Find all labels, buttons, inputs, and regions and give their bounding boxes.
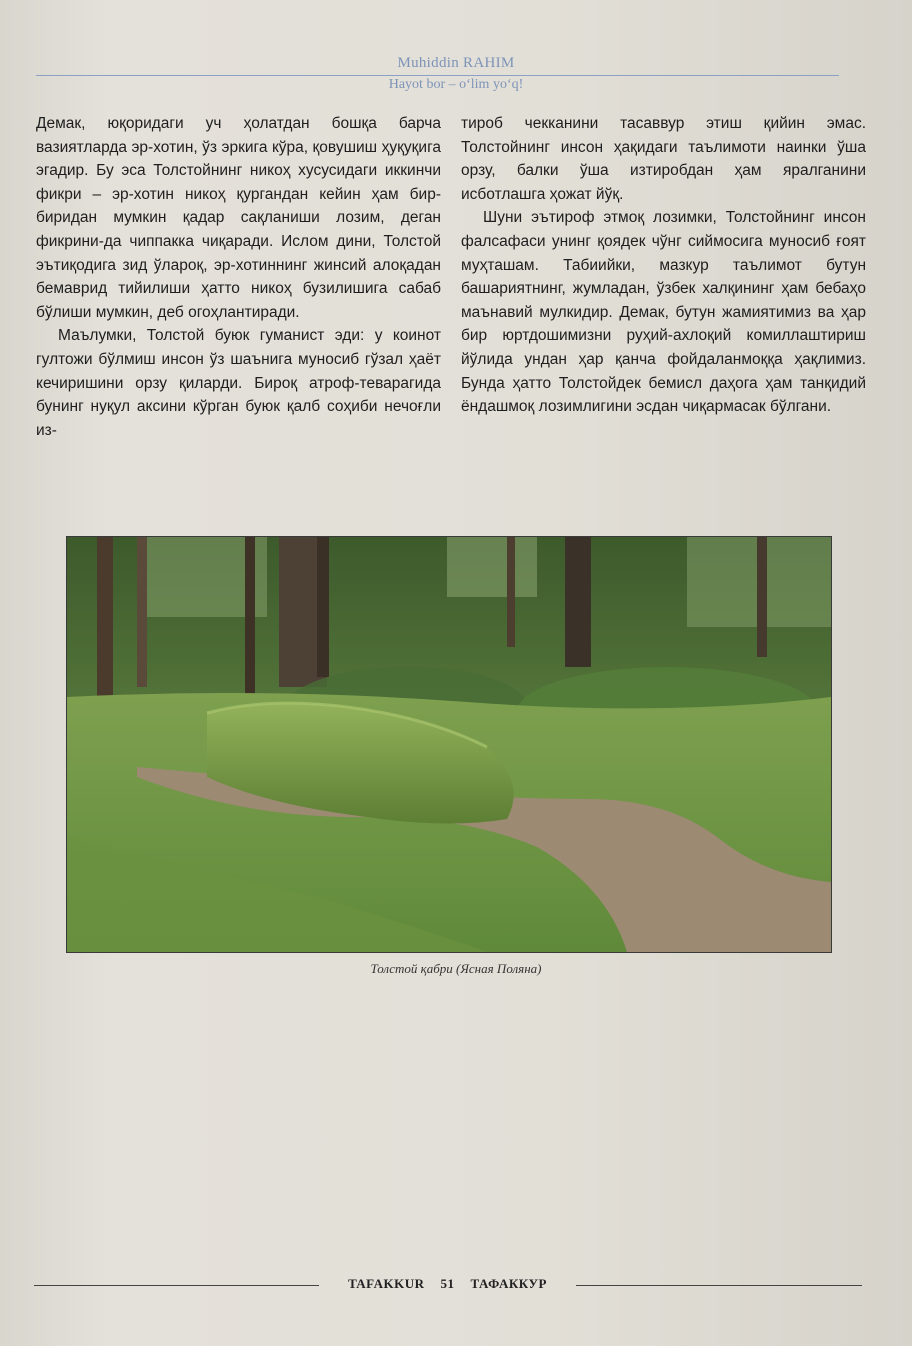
right-column — [461, 112, 866, 419]
left-column — [36, 112, 441, 442]
footer-journal-cyrillic: ТАФАККУР — [470, 1276, 547, 1291]
header-rule — [36, 75, 839, 76]
photo-caption: Толстой қабри (Ясная Поляна) — [370, 961, 542, 976]
running-header-title: Hayot bor – o‘lim yo‘q! — [388, 77, 524, 92]
paragraph: Демак, юқоридаги уч ҳолатдан бошқа барча вазиятларда эр-хотин, ўз эркига кўра, қовушиш ҳуқуқига эгадир. Бу эса Толстойнинг никоҳ хусусидаги иккинчи фикри – эр-хотин никоҳ қургандан кейин ҳам бир-биридан мумкин қадар сақланиши лозим, деган фикрини-да чиппакка чиқаради. Ислом дини, Толстой эътиқодига зид ўлароқ, эр-хотиннинг жинсий алоқадан бемаврид тийилиши ҳатто никоҳ бузилишига сабаб бўлиши мумкин, деб огоҳлантиради. — [36, 115, 441, 321]
footer-rule-left — [34, 1285, 319, 1286]
paragraph: Маълумки, Толстой буюк гуманист эди: у коинот гултожи бўлмиш инсон ўз шаънига муносиб гўзал ҳаёт кечиришини орзу қиларди. Бироқ атроф-теварагида бунинг нуқул аксини кўрган буюк қалб соҳиби нечоғли из- — [36, 327, 441, 439]
paragraph: Шуни эътироф этмоқ лозимки, Толстойнинг инсон фалсафаси унинг қоядек чўнг сиймосига муносиб ғоят муҳташам. Табиийки, мазкур таълимот бутун башариятнинг, жумладан, ўзбек халқининг ҳам бебаҳо маънавий мулкидир. Демак, бутун жамиятимиз ва ҳар бир юртдошимизни руҳий-ахлоқий комиллаштириш йўлида ундан ҳар қанча фойдаланмоққа ҳақлимиз. Бунда ҳатто Толстойдек бемисл даҳога ҳам танқидий ёндашмоқ лозимлигини эсдан чиқармасак бўлгани. — [461, 209, 866, 416]
footer-rule-right — [576, 1285, 862, 1286]
running-header-author: Muhiddin RAHIM — [397, 55, 515, 71]
page-number: 51 — [440, 1276, 455, 1291]
paragraph: тироб чекканини тасаввур этиш қийин эмас. Толстойнинг инсон ҳақидаги таълимоти наинки ўша орзу, балки ўша изтиробдан ҳам яралганини исботлашга ҳожат йўқ. — [461, 115, 866, 203]
grave-photo — [66, 536, 832, 953]
footer-journal-latin: TAFAKKUR — [348, 1276, 425, 1291]
grave-photo-illustration — [67, 537, 831, 952]
footer — [319, 1276, 576, 1292]
